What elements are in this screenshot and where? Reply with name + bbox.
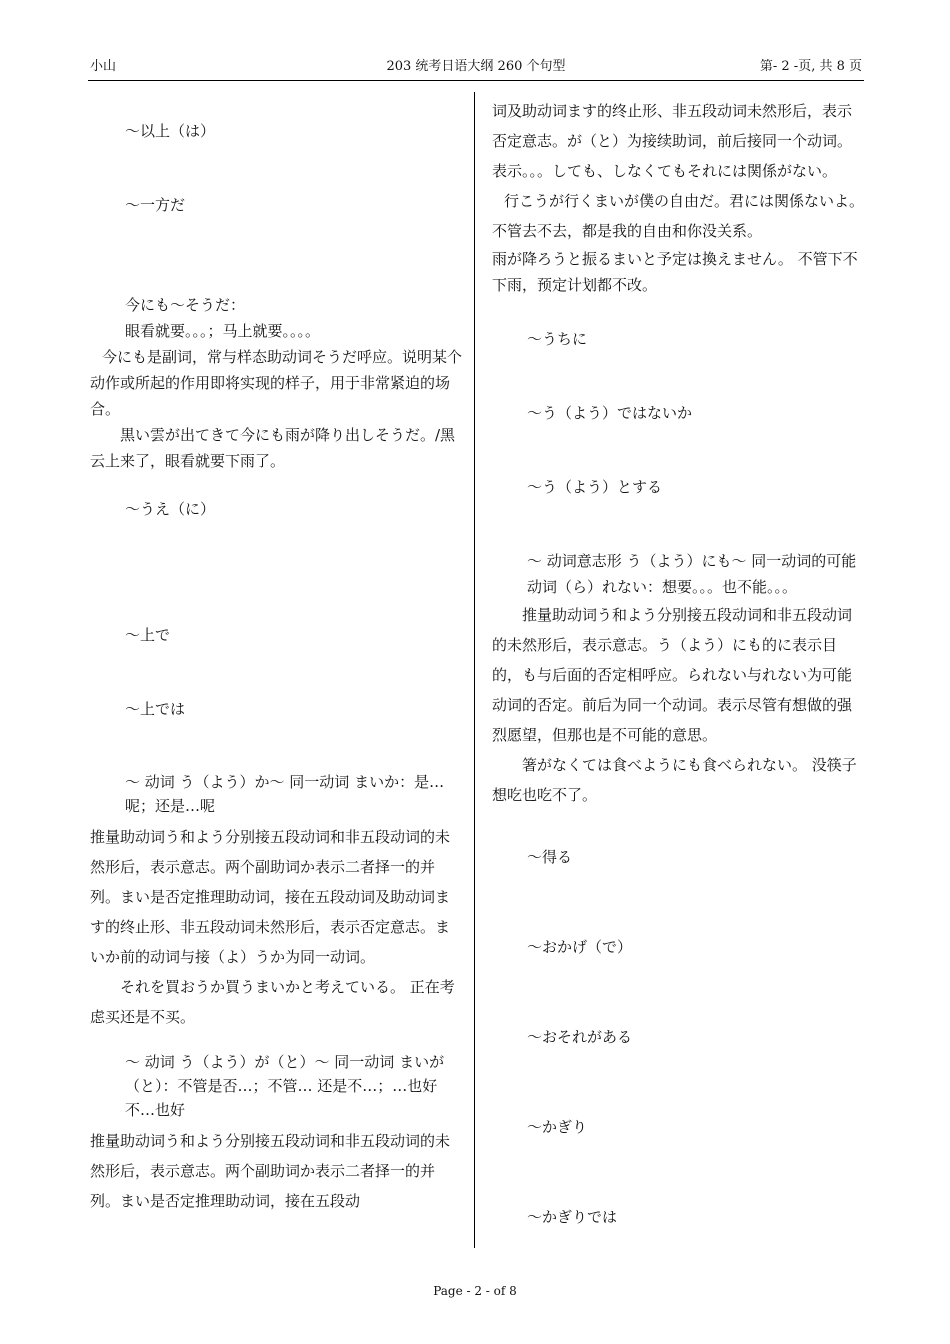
heading-unimo-rarenai: ～ 动词意志形 う（よう）にも～ 同一动词的可能动词（ら）れない：想要。。。也不能。。。: [527, 552, 857, 596]
right-column: [492, 96, 864, 1230]
heading-okage: ～おかげ（で）: [527, 938, 633, 956]
heading-kagiridewa: ～かぎりでは: [527, 1208, 618, 1226]
heading-imanimo-meaning: 眼看就要。。。；马上就要。。。。: [125, 322, 321, 340]
paragraph-unimo-explanation: 推量助动词う和よう分别接五段动词和非五段动词的未然形后，表示意志。う（よう）にも的に表示目的，も与后面的否定相呼应。られない与れない为可能动词的否定。前后为同一个动词。表示尽管有想做的强烈愿望，但那也是不可能的意思。: [492, 606, 853, 744]
heading-uede: ～上で: [125, 626, 171, 644]
page-footer: Page - 2 - of 8: [433, 1284, 517, 1298]
heading-ga-maiga: ～ 动词 う（よう）が（と）～ 同一动词 まいが（と）：不管是否…；不管… 还是不…；…也好不…也好: [125, 1053, 445, 1119]
heading-imanimo: 今にも～そうだ：: [125, 296, 246, 314]
paragraph-ka-maika-explanation: 推量助动词う和よう分别接五段动词和非五段动词的未然形后，表示意志。两个副助词か表示二者择一的并列。まい是否定推理助动词，接在五段动词及助动词ます的终止形、非五段动词未然形后，表示否定意志。まいか前的动词与接（よ）うか为同一动词。: [90, 828, 451, 966]
header-author: 小山: [90, 59, 117, 74]
heading-dewanaika: ～う（よう）ではないか: [527, 404, 693, 422]
paragraph-ga-maiga-example-2: 雨が降ろうと振るまいと予定は換えません。 不管下不下雨，预定计划都不改。: [492, 250, 858, 294]
heading-ueni: ～うえ（に）: [125, 500, 216, 518]
paragraph-ga-maiga-example-1: 行こうが行くまいが僕の自由だ。君には関係ないよ。 不管去不去，都是我的自由和你没关系。: [492, 192, 865, 240]
paragraph-imanimo-explanation: 今にも是副词，常与样态助动词そうだ呼应。说明某个动作或所起的作用即将实现的样子，用于非常紧迫的场合。: [90, 348, 463, 418]
header-title: 203 统考日语大纲 260 个句型: [386, 59, 566, 74]
heading-uchini: ～うちに: [527, 330, 588, 348]
heading-uedewa: ～上では: [125, 700, 186, 718]
page-header: [88, 60, 864, 81]
heading-ka-maika: ～ 动词 う（よう）か～ 同一动词 まいか：是…呢；还是…呢: [125, 773, 445, 815]
left-column: [90, 118, 462, 1216]
paragraph-ka-maika-example: それを買おうか買うまいかと考えている。 正在考虑买还是不买。: [90, 978, 455, 1026]
heading-ippouda: ～一方だ: [125, 196, 186, 214]
paragraph-imanimo-example: 黒い雲が出てきて今にも雨が降り出しそうだ。/黑云上来了，眼看就要下雨了。: [90, 426, 456, 470]
heading-uru: ～得る: [527, 848, 573, 866]
heading-kagiri: ～かぎり: [527, 1118, 588, 1136]
paragraph-ga-maiga-continued: 词及助动词ます的终止形、非五段动词未然形后，表示否定意志。が（と）为接续助词，前后接同一个动词。表示。。。しても、しなくてもそれには関係がない。: [492, 102, 853, 180]
column-divider: [474, 92, 475, 1248]
paragraph-ga-maiga-explanation: 推量助动词う和よう分别接五段动词和非五段动词的未然形后，表示意志。两个副助词か表示二者择一的并列。まい是否定推理助动词，接在五段动: [90, 1132, 451, 1210]
paragraph-unimo-example: 箸がなくては食べようにも食べられない。 没筷子想吃也吃不了。: [492, 756, 857, 804]
heading-tosuru: ～う（よう）とする: [527, 478, 663, 496]
heading-osoregaaru: ～おそれがある: [527, 1028, 633, 1046]
heading-ijou: ～以上（は）: [125, 122, 216, 140]
header-page-number: 第- 2 -页, 共 8 页: [759, 59, 862, 74]
